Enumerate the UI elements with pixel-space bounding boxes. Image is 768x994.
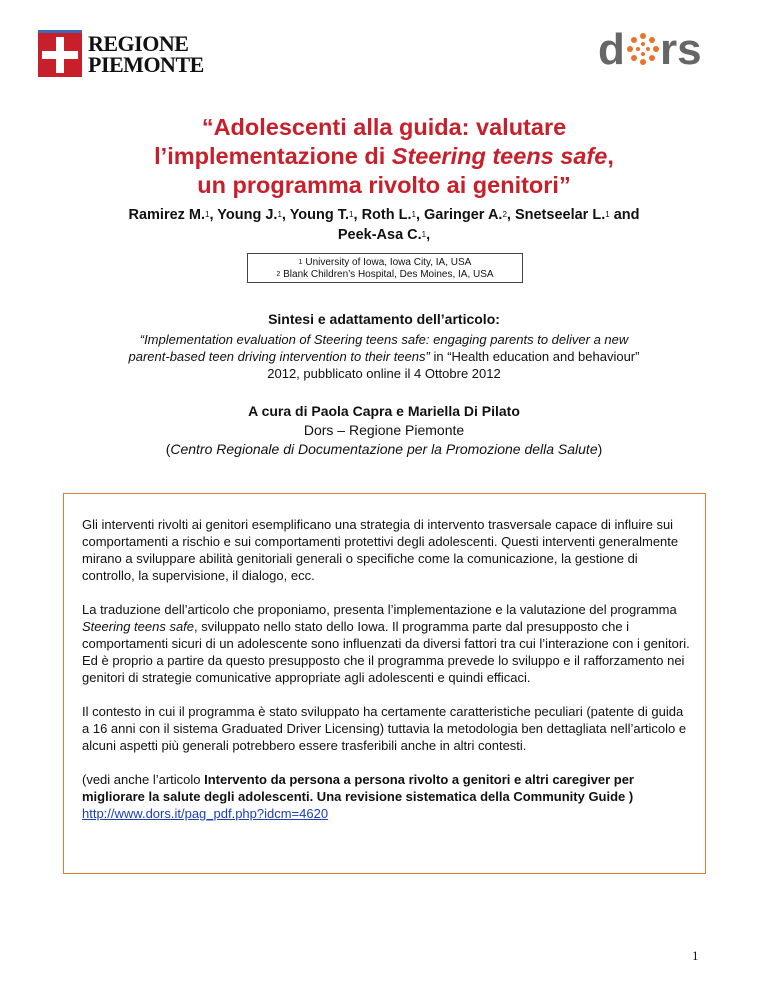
affiliation: $^1$ University of Iowa, Iowa City, IA, USA [298,257,472,268]
citation-line3: 2012, pubblicato online il 4 Ottobre 2012 [267,366,501,381]
title-line1: “Adolescenti alla guida: valutare [201,114,567,140]
regione-crest-icon [38,30,82,77]
intro-paragraph-3: Il contesto in cui il programma è stato sviluppato ha certamente caratteristiche peculiari (patente di guida a 16 anni con il sistema Graduated Driver Licensing) tuttavia la metodologia ben dettagliata nell’articolo e alcuni aspetti più generali potrebbero essere trasferibili anche in altri contesti. [82,704,687,753]
sintesi-citation [40,331,728,382]
citation-line1: “Implementation evaluation of Steering teens safe: engaging parents to deliver a new [139,332,629,347]
cura-heading: A cura di Paola Capra e Mariella Di Pilato [248,403,520,419]
author: Peek-Asa C.$^1$, [337,227,431,243]
dors-logo-d: d [598,25,625,72]
regione-piemonte-logo [38,30,204,77]
related-article-link[interactable]: http://www.dors.it/pag_pdf.php?idcm=4620 [82,806,329,821]
author: Snetseelar L.$^1$ and [514,207,640,223]
regione-logo-line1: REGIONE [88,30,189,56]
page-number: 1 [692,948,699,963]
author: Ramirez M.$^1$, [128,207,218,223]
author-list [60,205,708,245]
cura-organization: Dors – Regione Piemonte [303,422,465,438]
cura-center: (Centro Regionale di Documentazione per la Promozione della Salute) [165,441,603,457]
regione-logo-line2: PIEMONTE [88,51,204,77]
intro-paragraph-4: (vedi anche l’articolo Intervento da persona a persona rivolto a genitori e altri caregiver per migliorare la salute degli adolescenti. Una revisione sistematica della Community Guide ) http://www.dors.it/pag_pdf.php?idcm=4620 [82,772,634,821]
dors-logo-dots-icon [627,33,659,65]
title-line2-start: l’implementazione di [154,143,392,169]
dors-logo [598,24,726,72]
citation-line2: parent-based teen driving intervention to their teens” in “Health education and behaviour” [128,349,640,364]
author: Roth L.$^1$, [361,207,425,223]
title-line2-end: , [607,143,614,169]
author: Young J.$^1$, [217,207,290,223]
author: Young T.$^1$, [289,207,362,223]
title-program-name: Steering teens safe [391,143,608,169]
intro-paragraph-1: Gli interventi rivolti ai genitori esemplificano una strategia di intervento trasversale capace di influire sui comportamenti a rischio e sui comportamenti protettivi degli adolescenti. Questi interventi generalmente mirano a sviluppare abilità genitoriali generali o specifiche come la comunicazione, la gestione di controllo, la supervisione, il dialogo, ecc. [82,517,679,583]
title-line3: un programma rivolto ai genitori” [197,172,571,198]
author: Garinger A.$^2$, [424,207,515,223]
sintesi-heading: Sintesi e adattamento dell’articolo: [268,311,500,327]
intro-box [63,493,706,874]
regione-logo-text [88,30,204,77]
dors-logo-rs: rs [660,25,702,72]
affiliation: $^2$ Blank Children’s Hospital, Des Moines, IA, USA [276,269,494,280]
title-line2 [0,142,768,171]
affiliations-box [247,253,523,283]
document-title [0,113,768,200]
intro-paragraph-2: La traduzione dell’articolo che proponiamo, presenta l’implementazione e la valutazione del programma Steering teens safe, sviluppato nello stato dello Iowa. Il programma parte dal presupposto che i comportamenti sicuri di un adolescente sono influenzati da diversi fattori tra cui l’interazione con i genitori. Ed è proprio a partire da questo presupposto che il programma prevede lo sviluppo e il rafforzamento nei genitori di strategie comunicative appropriate agli adolescenti e quindi efficaci. [82,602,690,685]
